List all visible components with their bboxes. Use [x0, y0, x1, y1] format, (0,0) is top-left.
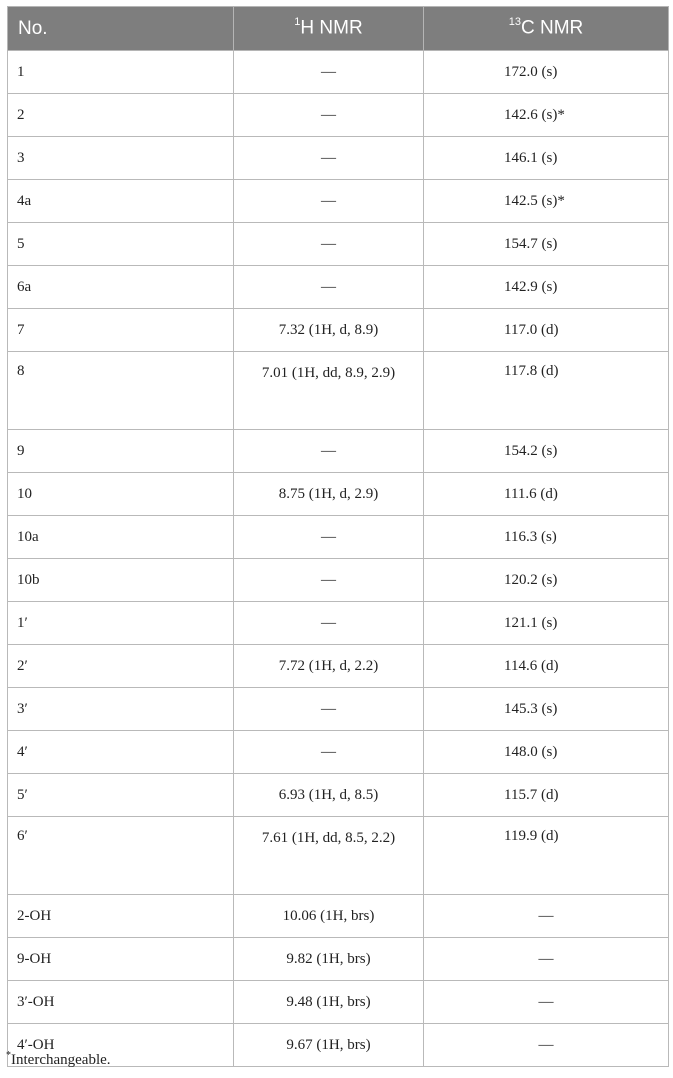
row-1h-nmr-cell [234, 774, 424, 817]
table-row [8, 473, 669, 516]
table-row [8, 774, 669, 817]
row-1h-nmr-cell [234, 895, 424, 938]
row-1h-nmr-cell-text: 7.72 (1H, d, 2.2) [278, 657, 379, 674]
nmr-data-table [7, 6, 669, 1067]
table-row [8, 309, 669, 352]
row-no-cell [8, 602, 234, 645]
row-13c-nmr-cell [424, 645, 669, 688]
row-13c-nmr-cell-text: 114.6 (d) [504, 657, 559, 674]
table-row [8, 938, 669, 981]
row-13c-nmr-cell-text: 154.2 (s) [504, 442, 558, 459]
row-1h-nmr-cell-text: 6.93 (1H, d, 8.5) [278, 786, 379, 803]
row-no-cell [8, 309, 234, 352]
row-13c-nmr-cell [424, 1024, 669, 1067]
table-row [8, 430, 669, 473]
row-no-cell [8, 266, 234, 309]
row-13c-nmr-cell-text: 142.6 (s)* [504, 106, 565, 123]
row-no-cell-text: 9-OH [17, 950, 52, 967]
row-1h-nmr-cell [234, 1024, 424, 1067]
row-no-cell [8, 559, 234, 602]
row-1h-nmr-cell [234, 309, 424, 352]
row-13c-nmr-cell-text: — [538, 993, 554, 1010]
row-1h-nmr-cell-text: 10.06 (1H, brs) [282, 907, 375, 924]
row-no-cell-text: 4′ [17, 743, 28, 760]
row-13c-nmr-cell [424, 137, 669, 180]
row-13c-nmr-cell [424, 352, 669, 430]
row-13c-nmr-cell-text: 116.3 (s) [504, 528, 557, 545]
row-1h-nmr-cell [234, 602, 424, 645]
row-13c-nmr-cell-text: 148.0 (s) [504, 743, 558, 760]
table-body [8, 51, 669, 1067]
row-13c-nmr-cell [424, 473, 669, 516]
row-13c-nmr-cell-text: 115.7 (d) [504, 786, 559, 803]
table-row [8, 94, 669, 137]
row-1h-nmr-cell-text: 9.48 (1H, brs) [286, 993, 371, 1010]
row-no-cell [8, 137, 234, 180]
header-no: No. [8, 7, 234, 51]
row-no-cell [8, 51, 234, 94]
row-no-cell [8, 895, 234, 938]
row-no-cell-text: 5′ [17, 786, 28, 803]
row-13c-nmr-cell [424, 180, 669, 223]
row-1h-nmr-cell-text: — [321, 442, 336, 459]
footnote-mark: * [6, 1050, 11, 1061]
row-13c-nmr-cell [424, 266, 669, 309]
row-no-cell [8, 688, 234, 731]
table-header-row [8, 7, 669, 51]
row-no-cell [8, 645, 234, 688]
table-row [8, 688, 669, 731]
row-no-cell-text: 9 [17, 442, 25, 459]
row-no-cell-text: 10b [17, 571, 40, 588]
row-no-cell [8, 938, 234, 981]
table-row [8, 180, 669, 223]
row-no-cell [8, 180, 234, 223]
row-no-cell-text: 6′ [17, 828, 28, 844]
row-13c-nmr-cell [424, 223, 669, 266]
row-1h-nmr-cell [234, 430, 424, 473]
header-13c-label: C NMR [520, 17, 584, 39]
row-no-cell-text: 2-OH [17, 907, 52, 924]
row-13c-nmr-cell-text: — [538, 907, 554, 924]
row-no-cell-text: 10 [17, 485, 32, 502]
row-13c-nmr-cell-text: 172.0 (s) [504, 63, 558, 80]
row-1h-nmr-cell-text: — [321, 614, 336, 631]
table-row [8, 266, 669, 309]
row-13c-nmr-cell [424, 516, 669, 559]
row-13c-nmr-cell-text: — [538, 1036, 554, 1053]
header-13c-superscript: 13 [508, 16, 521, 29]
row-no-cell-text: 6a [17, 278, 32, 295]
row-13c-nmr-cell-text: 154.7 (s) [504, 235, 558, 252]
header-1h-superscript: 1 [294, 16, 301, 29]
row-1h-nmr-cell [234, 938, 424, 981]
row-1h-nmr-cell-text: — [321, 149, 336, 166]
row-1h-nmr-cell-text: — [321, 106, 336, 123]
row-no-cell [8, 223, 234, 266]
row-13c-nmr-cell-text: 146.1 (s) [504, 149, 558, 166]
row-no-cell-text: 4a [17, 192, 32, 209]
row-no-cell [8, 516, 234, 559]
row-1h-nmr-cell [234, 559, 424, 602]
table-row [8, 516, 669, 559]
row-1h-nmr-cell-text: 9.67 (1H, brs) [286, 1036, 371, 1053]
row-1h-nmr-cell [234, 473, 424, 516]
row-13c-nmr-cell [424, 602, 669, 645]
row-1h-nmr-cell-text: — [321, 235, 336, 252]
row-no-cell-text: 10a [17, 528, 39, 545]
row-13c-nmr-cell-text: 142.5 (s)* [504, 192, 565, 209]
row-no-cell-text: 1 [17, 63, 25, 80]
row-13c-nmr-cell-text: 121.1 (s) [504, 614, 558, 631]
row-1h-nmr-cell [234, 180, 424, 223]
row-13c-nmr-cell [424, 817, 669, 895]
table-row [8, 895, 669, 938]
table-row [8, 352, 669, 430]
row-no-cell [8, 473, 234, 516]
row-13c-nmr-cell [424, 895, 669, 938]
row-1h-nmr-cell-text: — [321, 700, 336, 717]
table-row [8, 731, 669, 774]
row-1h-nmr-cell-text: 7.61 (1H, dd, 8.5, 2.2) [261, 830, 396, 846]
row-13c-nmr-cell [424, 94, 669, 137]
header-1h-label: H NMR [300, 17, 363, 39]
row-13c-nmr-cell [424, 731, 669, 774]
row-1h-nmr-cell-text: — [321, 528, 336, 545]
table-row [8, 137, 669, 180]
row-1h-nmr-cell [234, 352, 424, 430]
row-no-cell [8, 774, 234, 817]
row-no-cell [8, 352, 234, 430]
row-1h-nmr-cell-text: — [321, 192, 336, 209]
row-no-cell [8, 817, 234, 895]
table-row [8, 817, 669, 895]
row-1h-nmr-cell [234, 137, 424, 180]
row-1h-nmr-cell [234, 688, 424, 731]
row-13c-nmr-cell-text: 119.9 (d) [504, 828, 559, 844]
row-no-cell-text: 2′ [17, 657, 28, 674]
row-13c-nmr-cell-text: 111.6 (d) [504, 485, 558, 502]
row-no-cell [8, 94, 234, 137]
row-13c-nmr-cell [424, 559, 669, 602]
row-no-cell-text: 2 [17, 106, 25, 123]
row-1h-nmr-cell [234, 266, 424, 309]
row-1h-nmr-cell-text: — [321, 571, 336, 588]
row-13c-nmr-cell [424, 430, 669, 473]
row-1h-nmr-cell [234, 51, 424, 94]
table-row [8, 981, 669, 1024]
row-13c-nmr-cell-text: 142.9 (s) [504, 278, 558, 295]
row-13c-nmr-cell-text: 117.8 (d) [504, 363, 559, 379]
footnote-text: Interchangeable. [11, 1052, 111, 1068]
row-13c-nmr-cell-text: 145.3 (s) [504, 700, 558, 717]
row-no-cell-text: 7 [17, 321, 25, 338]
row-no-cell [8, 731, 234, 774]
row-13c-nmr-cell [424, 688, 669, 731]
row-1h-nmr-cell-text: — [321, 278, 336, 295]
row-no-cell-text: 3′-OH [17, 993, 55, 1010]
row-13c-nmr-cell [424, 309, 669, 352]
header-1h-nmr [234, 7, 424, 51]
row-no-cell-text: 1′ [17, 614, 28, 631]
header-13c-nmr [424, 7, 669, 51]
row-no-cell-text: 4′-OH [17, 1036, 55, 1053]
table-footnote [6, 1050, 111, 1069]
row-1h-nmr-cell-text: — [321, 63, 336, 80]
row-no-cell [8, 430, 234, 473]
row-13c-nmr-cell [424, 938, 669, 981]
row-1h-nmr-cell [234, 981, 424, 1024]
row-no-cell-text: 3 [17, 149, 25, 166]
row-13c-nmr-cell-text: — [538, 950, 554, 967]
table-row [8, 51, 669, 94]
row-1h-nmr-cell-text: — [321, 743, 336, 760]
row-1h-nmr-cell [234, 817, 424, 895]
table-row [8, 223, 669, 266]
table-row [8, 602, 669, 645]
row-no-cell-text: 3′ [17, 700, 28, 717]
row-no-cell-text: 8 [17, 363, 25, 379]
row-no-cell-text: 5 [17, 235, 25, 252]
row-1h-nmr-cell-text: 9.82 (1H, brs) [286, 950, 371, 967]
table-row [8, 645, 669, 688]
row-1h-nmr-cell-text: 8.75 (1H, d, 2.9) [278, 485, 379, 502]
row-13c-nmr-cell [424, 774, 669, 817]
row-1h-nmr-cell-text: 7.32 (1H, d, 8.9) [278, 321, 379, 338]
row-1h-nmr-cell [234, 731, 424, 774]
row-1h-nmr-cell [234, 645, 424, 688]
row-1h-nmr-cell [234, 516, 424, 559]
row-13c-nmr-cell [424, 981, 669, 1024]
table-row [8, 559, 669, 602]
row-13c-nmr-cell-text: 117.0 (d) [504, 321, 559, 338]
row-1h-nmr-cell-text: 7.01 (1H, dd, 8.9, 2.9) [261, 365, 396, 381]
row-13c-nmr-cell [424, 51, 669, 94]
row-13c-nmr-cell-text: 120.2 (s) [504, 571, 558, 588]
row-1h-nmr-cell [234, 223, 424, 266]
nmr-table-container [7, 6, 668, 1067]
row-no-cell [8, 981, 234, 1024]
row-1h-nmr-cell [234, 94, 424, 137]
